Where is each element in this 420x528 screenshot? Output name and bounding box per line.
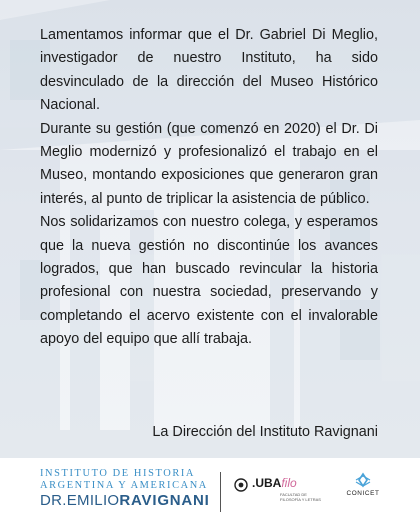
ravignani-line2: ARGENTINA Y AMERICANA xyxy=(40,480,208,491)
uba-prefix: .UBA xyxy=(252,476,282,490)
ravignani-first-name: DR.EMILIO xyxy=(40,492,120,509)
uba-suffix: filo xyxy=(281,476,297,490)
paragraph-management: Durante su gestión (que comenzó en 2020) el Dr. Di Meglio modernizó y profesionalizó el trabajo en el Museo, montando exposiciones que generaron gran interés, al punto de triplicar la asistencia de público. xyxy=(40,120,378,207)
ravignani-last-name: RAVIGNANI xyxy=(119,492,210,509)
paragraph-solidarity: Nos solidarizamos con nuestro colega, y esperamos que la nueva gestión no discontinúe los avances logrados, que han buscado revincular la historia profesional con nuestra sociedad, preservando y completando el acervo existente con el invalorable apoyo del equipo que allí trabaja. xyxy=(40,214,378,348)
conicet-logo xyxy=(338,472,388,512)
uba-filo-logo xyxy=(234,476,324,508)
uba-filo-wordmark xyxy=(252,476,297,490)
ravignani-logo xyxy=(40,468,220,518)
statement-text xyxy=(40,24,378,352)
paragraph-dismissal: Lamentamos informar que el Dr. Gabriel Di Meglio, investigador de nuestro Instituto, ha sido desvinculado de la dirección del Museo Histórico Nacional. xyxy=(40,27,378,114)
ravignani-name xyxy=(40,492,220,510)
footer-logos xyxy=(0,458,420,528)
uba-seal-icon xyxy=(234,478,248,492)
signature: La Dirección del Instituto Ravignani xyxy=(152,424,378,440)
uba-subtitle: FACULTAD DE FILOSOFÍA Y LETRAS xyxy=(280,492,321,502)
logo-divider xyxy=(220,472,221,512)
ravignani-line1: INSTITUTO DE HISTORIA xyxy=(40,468,196,479)
conicet-label: CONICET xyxy=(346,490,380,497)
conicet-mark-icon xyxy=(338,472,388,490)
